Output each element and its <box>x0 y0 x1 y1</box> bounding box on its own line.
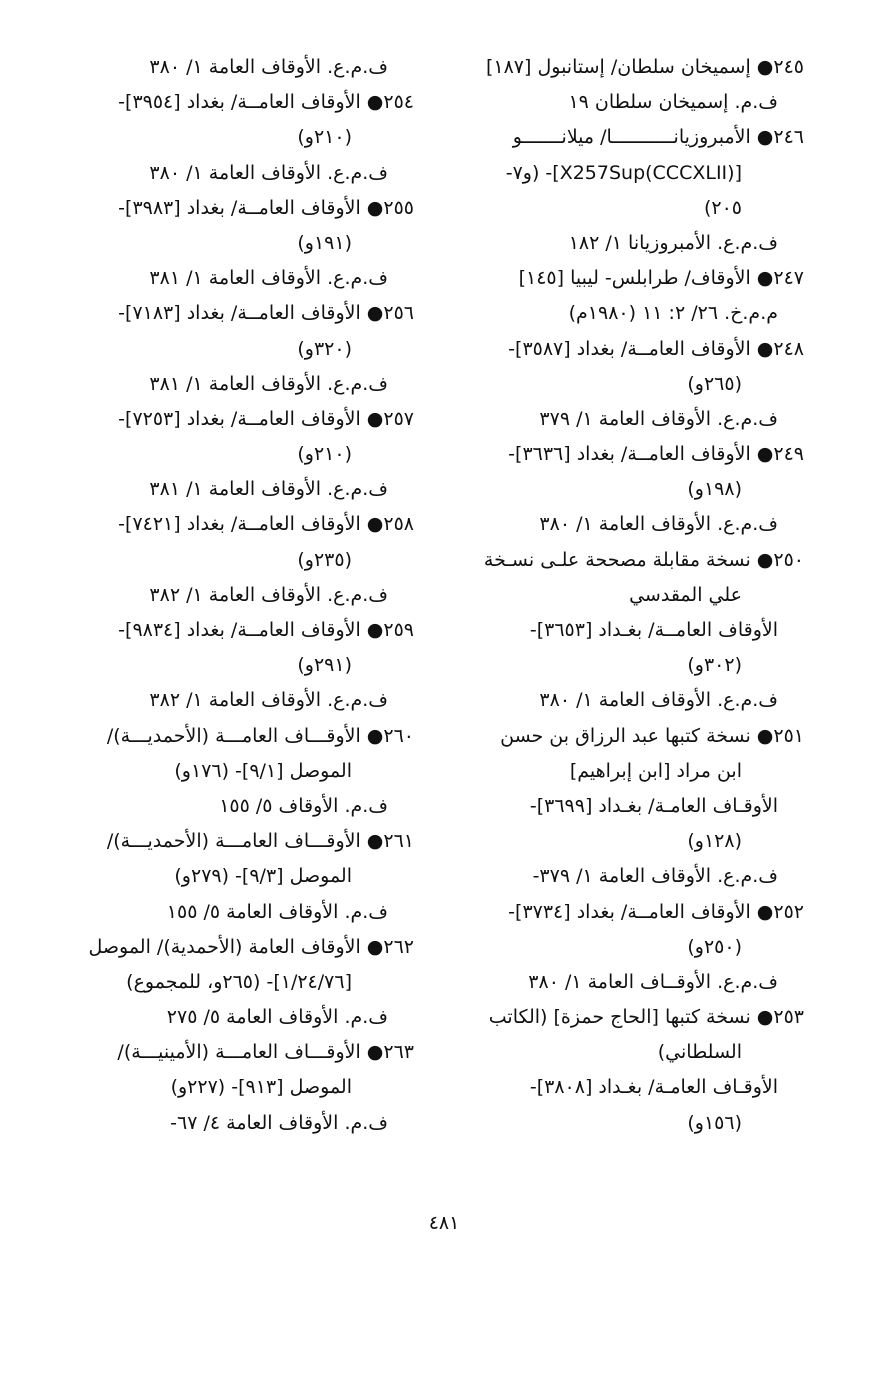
continuation-line: ابن مراد [ابن إبراهيم] <box>569 759 742 782</box>
catalog-reference-line: ف.م.ع. الأوقاف العامة ١/ ٣٨٠ <box>539 513 778 536</box>
continuation-line: (١٩١و) <box>297 231 352 254</box>
continuation-line: علي المقدسي <box>629 583 742 606</box>
manuscript-entry-line: ٢٥٤● الأوقاف العامــة/ بغداد [٣٩٥٤]- <box>118 91 414 114</box>
continuation-line: الموصل [٩/٣]- (٢٧٩و) <box>174 865 352 888</box>
continuation-line: (٣٠٢و) <box>687 654 742 677</box>
catalog-reference-line: ف.م. الأوقاف ٥/ ١٥٥ <box>219 794 388 817</box>
continuation-line: (٢٣٥و) <box>297 548 352 571</box>
catalog-reference-line: ف.م.ع. الأوقاف العامة ١/ ٣٨١ <box>149 267 388 290</box>
continuation-line: (١٩٨و) <box>687 478 742 501</box>
catalog-reference-line: ف.م.ع. الأوقاف العامة ١/ ٣٨٢ <box>149 689 388 712</box>
catalog-reference-line: ف.م.ع. الأوقاف العامة ١/ ٣٨١ <box>149 478 388 501</box>
manuscript-entry-line: ٢٦١● الأوقـــاف العامـــة (الأحمديـــة)/ <box>106 830 414 853</box>
left-column <box>64 50 414 1141</box>
catalog-reference-line: ف.م.ع. الأوقاف العامة ١/ ٣٨٠ <box>539 689 778 712</box>
manuscript-entry-line: ٢٥٥● الأوقاف العامــة/ بغداد [٣٩٨٣]- <box>118 196 414 219</box>
catalog-reference-line: ف.م.ع. الأوقاف العامة ١/ ٣٧٩- <box>532 865 778 888</box>
continuation-line: السلطاني) <box>657 1041 742 1064</box>
manuscript-entry-line: ٢٦٢● الأوقاف العامة (الأحمدية)/ الموصل <box>88 935 414 958</box>
manuscript-entry-line: ٢٤٩● الأوقاف العامــة/ بغداد [٣٦٣٦]- <box>508 443 804 466</box>
manuscript-entry-line: ٢٤٧● الأوقاف/ طرابلس- ليبيا [١٤٥] <box>518 267 804 290</box>
continuation-line: (٢١٠و) <box>297 443 352 466</box>
manuscript-entry-line: ٢٦٠● الأوقـــاف العامـــة (الأحمديـــة)/ <box>106 724 414 747</box>
continuation-line: [X257Sup(CCCXLII)]- (و٧- <box>505 161 742 184</box>
manuscript-entry-line: ٢٦٣● الأوقـــاف العامـــة (الأمينيـــة)/ <box>117 1041 414 1064</box>
catalog-reference-line: ف.م.ع. الأوقاف العامة ١/ ٣٨١ <box>149 372 388 395</box>
manuscript-entry-line: ٢٤٦● الأمبروزيانـــــــــــا/ ميلانـــــــو <box>512 126 804 149</box>
catalog-reference-line: ف.م. إسميخان سلطان ١٩ <box>568 91 778 114</box>
catalog-reference-line: ف.م. الأوقاف العامة ٥/ ١٥٥ <box>166 900 388 923</box>
catalog-reference-line: الأوقـاف العامـة/ بغـداد [٣٦٩٩]- <box>529 794 778 817</box>
catalog-reference-line: الأوقاف العامــة/ بغـداد [٣٦٥٣]- <box>529 619 778 641</box>
page-number: ٤٨١ <box>428 1212 460 1234</box>
manuscript-entry-line: ٢٥٦● الأوقاف العامــة/ بغداد [٧١٨٣]- <box>118 302 414 325</box>
manuscript-entry-line: ٢٥١● نسخة كتبها عبد الرزاق بن حسن <box>500 724 804 747</box>
manuscript-entry-line: ٢٥٠● نسخة مقابلة مصححة علـى نسـخة <box>483 548 804 571</box>
catalog-reference-line: ف.م.ع. الأمبروزيانا ١/ ١٨٢ <box>568 231 778 254</box>
right-column <box>454 50 804 1141</box>
catalog-reference-line: ف.م.ع. الأوقاف العامة ١/ ٣٧٩ <box>539 407 778 430</box>
continuation-line: (١٥٦و) <box>687 1111 742 1134</box>
manuscript-entry-line: ٢٥٢● الأوقاف العامــة/ بغداد [٣٧٣٤]- <box>508 900 804 923</box>
continuation-line: (٢٥٠و) <box>687 935 742 958</box>
catalog-reference-line: ف.م.ع. الأوقاف العامة ١/ ٣٨٠ <box>149 56 388 78</box>
catalog-reference-line: الأوقـاف العامـة/ بغـداد [٣٨٠٨]- <box>529 1076 778 1099</box>
continuation-line: (٢١٠و) <box>297 126 352 149</box>
continuation-line: الموصل [٩١٣]- (٢٢٧و) <box>170 1076 352 1099</box>
manuscript-entry-line: ٢٤٨● الأوقاف العامــة/ بغداد [٣٥٨٧]- <box>508 337 804 360</box>
continuation-line: (٢٩١و) <box>297 654 352 677</box>
catalog-reference-line: ف.م.ع. الأوقاف العامة ١/ ٣٨٢ <box>149 583 388 606</box>
catalog-reference-line: م.م.خ. ٢٦/ ٢: ١١ (١٩٨٠م) <box>568 302 778 325</box>
continuation-line: [١/٢٤/٧٦]- (٢٦٥و، للمجموع) <box>126 970 352 993</box>
catalog-reference-line: ف.م.ع. الأوقــاف العامة ١/ ٣٨٠ <box>528 970 778 993</box>
catalog-reference-line: ف.م.ع. الأوقاف العامة ١/ ٣٨٠ <box>149 161 388 184</box>
manuscript-entry-line: ٢٥٧● الأوقاف العامــة/ بغداد [٧٢٥٣]- <box>118 407 414 430</box>
catalog-reference-line: ف.م. الأوقاف العامة ٤/ ٦٧- <box>170 1111 388 1134</box>
continuation-line: (٢٦٥و) <box>687 372 742 395</box>
manuscript-entry-line: ٢٥٨● الأوقاف العامــة/ بغداد [٧٤٢١]- <box>118 513 414 536</box>
continuation-line: الموصل [٩/١]- (١٧٦و) <box>174 759 352 782</box>
manuscript-entry-line: ٢٥٩● الأوقاف العامــة/ بغداد [٩٨٣٤]- <box>118 619 414 641</box>
manuscript-entry-line: ٢٤٥● إسميخان سلطان/ إستانبول [١٨٧] <box>485 56 804 78</box>
catalog-reference-line: ف.م. الأوقاف العامة ٥/ ٢٧٥ <box>166 1006 388 1029</box>
continuation-line: (٣٢٠و) <box>297 337 352 360</box>
manuscript-entry-line: ٢٥٣● نسخة كتبها [الحاج حمزة] (الكاتب <box>488 1006 804 1029</box>
continuation-line: (١٢٨و) <box>687 830 742 853</box>
continuation-line: ٢٠٥) <box>703 196 742 219</box>
